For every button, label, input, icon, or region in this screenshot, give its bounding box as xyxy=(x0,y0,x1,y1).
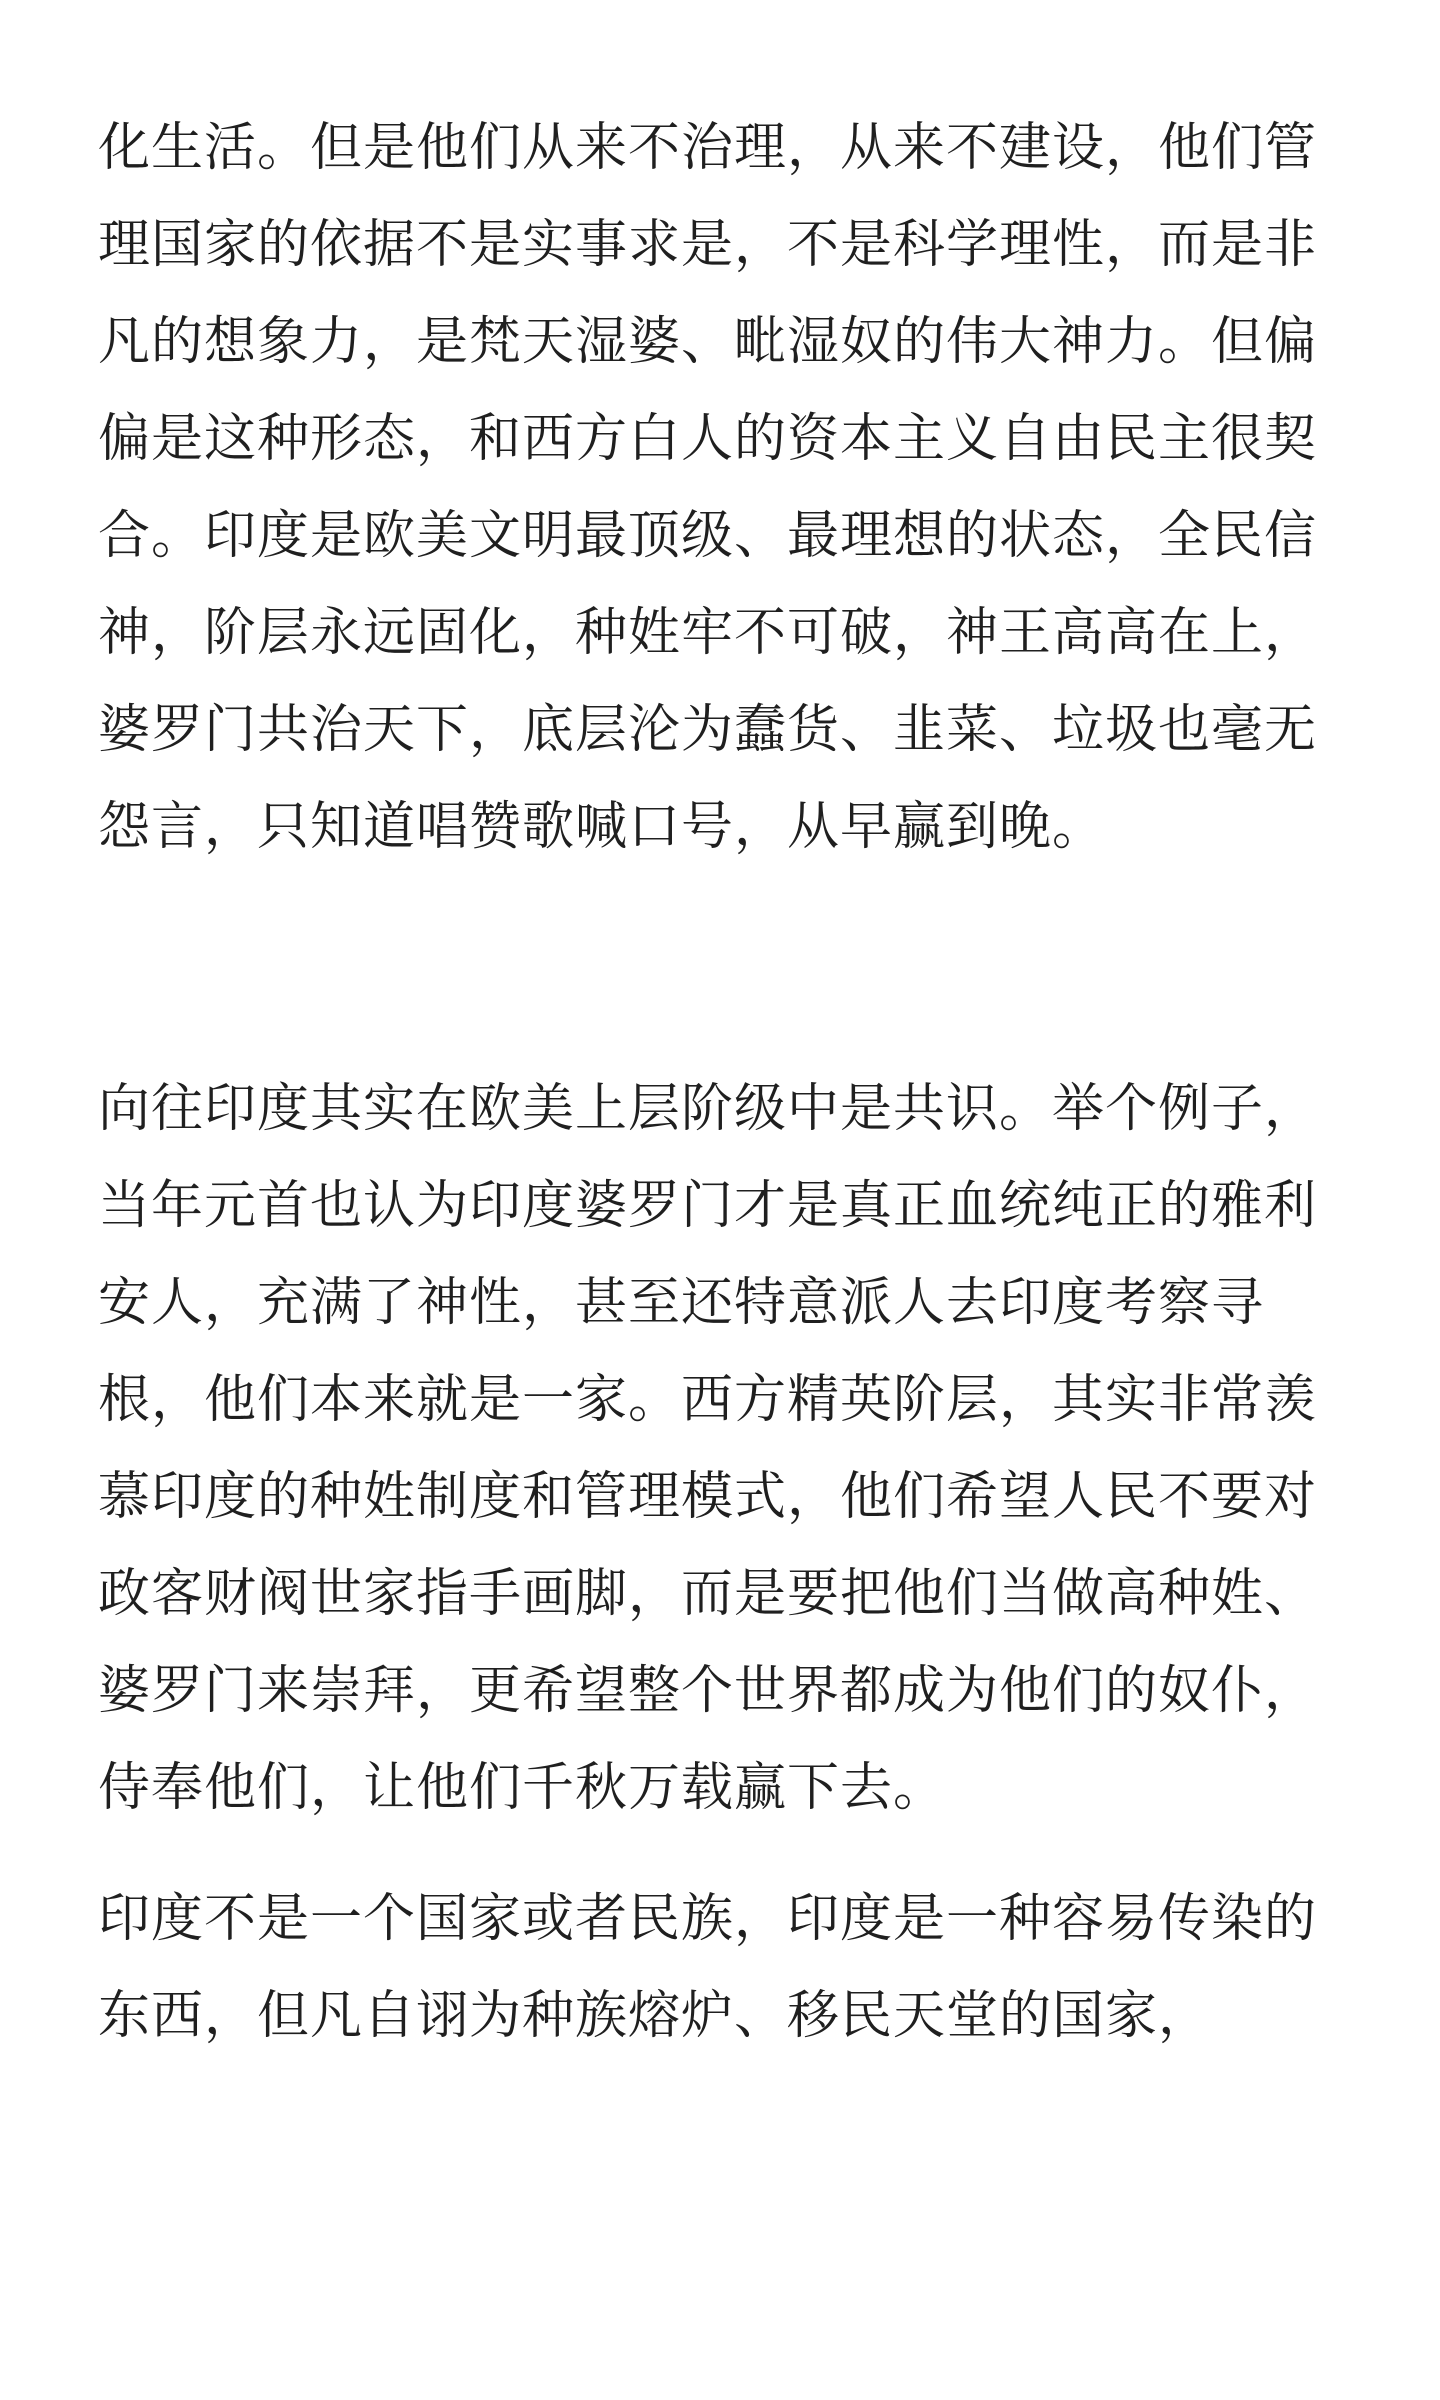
article-body xyxy=(98,100,1348,2065)
paragraph-1: 化生活。但是他们从来不治理，从来不建设，他们管理国家的依据不是实事求是，不是科学理性，而是非凡的想象力，是梵天湿婆、毗湿奴的伟大神力。但偏偏是这种形态，和西方白人的资本主义自由民主很契合。印度是欧美文明最顶级、最理想的状态，全民信神，阶层永远固化，种姓牢不可破，神王高高在上，婆罗门共治天下，底层沦为蠢货、韭菜、垃圾也毫无怨言，只知道唱赞歌喊口号，从早赢到晚。 xyxy=(98,118,1318,857)
paragraph-2: 向往印度其实在欧美上层阶级中是共识。举个例子，当年元首也认为印度婆罗门才是真正血统纯正的雅利安人，充满了神性，甚至还特意派人去印度考察寻根，他们本来就是一家。西方精英阶层，其实非常羡慕印度的种姓制度和管理模式，他们希望人民不要对政客财阀世家指手画脚，而是要把他们当做高种姓、婆罗门来崇拜，更希望整个世界都成为他们的奴仆，侍奉他们，让他们千秋万载赢下去。 xyxy=(98,1079,1318,1818)
paragraph-3: 印度不是一个国家或者民族，印度是一种容易传染的东西，但凡自诩为种族熔炉、移民天堂的国家， xyxy=(98,1889,1318,2046)
